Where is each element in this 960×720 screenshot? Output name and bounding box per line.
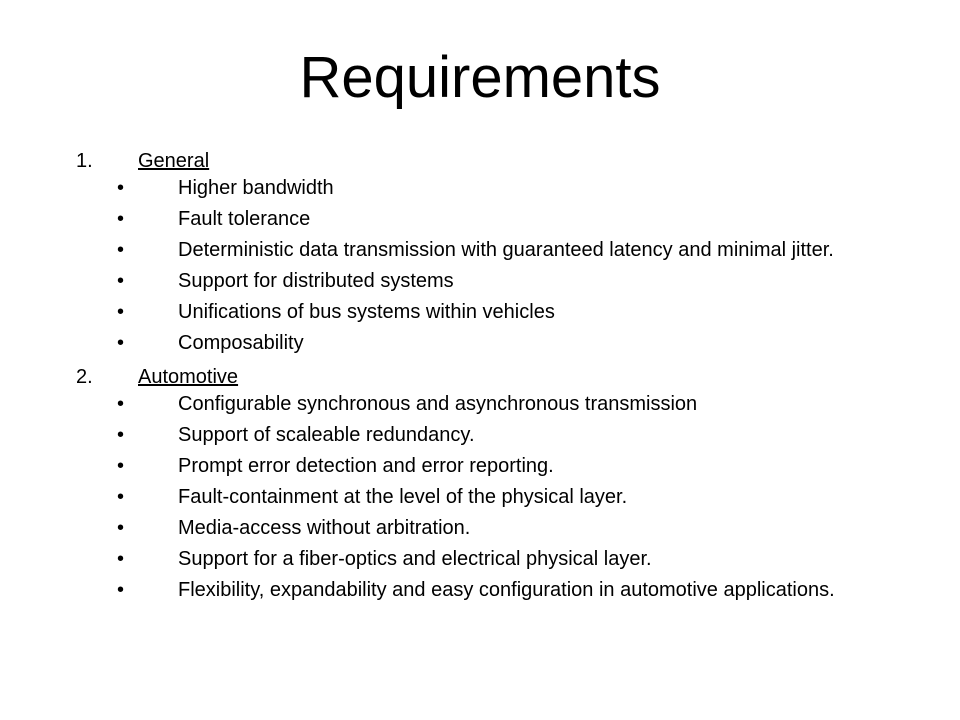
bullet-text: Fault-containment at the level of the physical layer.: [178, 486, 628, 508]
bullet-item: [0, 516, 960, 540]
bullet-dot-icon: •: [117, 239, 125, 261]
bullet-text: Higher bandwidth: [178, 177, 334, 199]
section-label: Automotive: [138, 366, 239, 388]
bullet-dot-icon: •: [117, 486, 125, 508]
slide-title: Requirements: [299, 45, 661, 110]
bullet-dot-icon: •: [117, 455, 125, 477]
bullet-item: [0, 392, 960, 416]
bullet-item: [0, 485, 960, 509]
bullet-text: Flexibility, expandability and easy configuration in automotive applications.: [178, 579, 835, 601]
section-heading: [0, 146, 960, 176]
bullet-dot-icon: •: [117, 177, 125, 199]
bullet-dot-icon: •: [117, 301, 125, 323]
bullet-text: Prompt error detection and error reporting.: [178, 455, 554, 477]
bullet-item: [0, 269, 960, 293]
bullet-dot-icon: •: [117, 208, 125, 230]
bullet-list: [0, 176, 960, 355]
bullet-item: [0, 300, 960, 324]
bullet-dot-icon: •: [117, 424, 125, 446]
bullet-item: [0, 454, 960, 478]
bullet-text: Unifications of bus systems within vehicles: [178, 301, 555, 323]
bullet-item: [0, 423, 960, 447]
bullet-text: Fault tolerance: [178, 208, 311, 230]
bullet-text: Composability: [178, 332, 304, 354]
bullet-item: [0, 331, 960, 355]
bullet-item: [0, 207, 960, 231]
bullet-dot-icon: •: [117, 548, 125, 570]
bullet-text: Support for distributed systems: [178, 270, 454, 292]
slide-content: [0, 146, 960, 609]
bullet-dot-icon: •: [117, 579, 125, 601]
bullet-text: Configurable synchronous and asynchronous transmission: [178, 393, 698, 415]
bullet-dot-icon: •: [117, 517, 125, 539]
section-number: 2.: [76, 366, 93, 388]
bullet-dot-icon: •: [117, 393, 125, 415]
section-automotive: [0, 362, 960, 602]
bullet-item: [0, 176, 960, 200]
bullet-list: [0, 392, 960, 602]
bullet-item: [0, 547, 960, 571]
bullet-text: Media-access without arbitration.: [178, 517, 471, 539]
section-label: General: [138, 150, 210, 172]
bullet-dot-icon: •: [117, 270, 125, 292]
section-heading: [0, 362, 960, 392]
bullet-item: [0, 578, 960, 602]
bullet-item: [0, 238, 960, 262]
section-general: [0, 146, 960, 355]
bullet-dot-icon: •: [117, 332, 125, 354]
bullet-text: Support for a fiber-optics and electrical physical layer.: [178, 548, 652, 570]
section-number: 1.: [76, 150, 93, 172]
bullet-text: Deterministic data transmission with guaranteed latency and minimal jitter.: [178, 239, 834, 261]
bullet-text: Support of scaleable redundancy.: [178, 424, 475, 446]
